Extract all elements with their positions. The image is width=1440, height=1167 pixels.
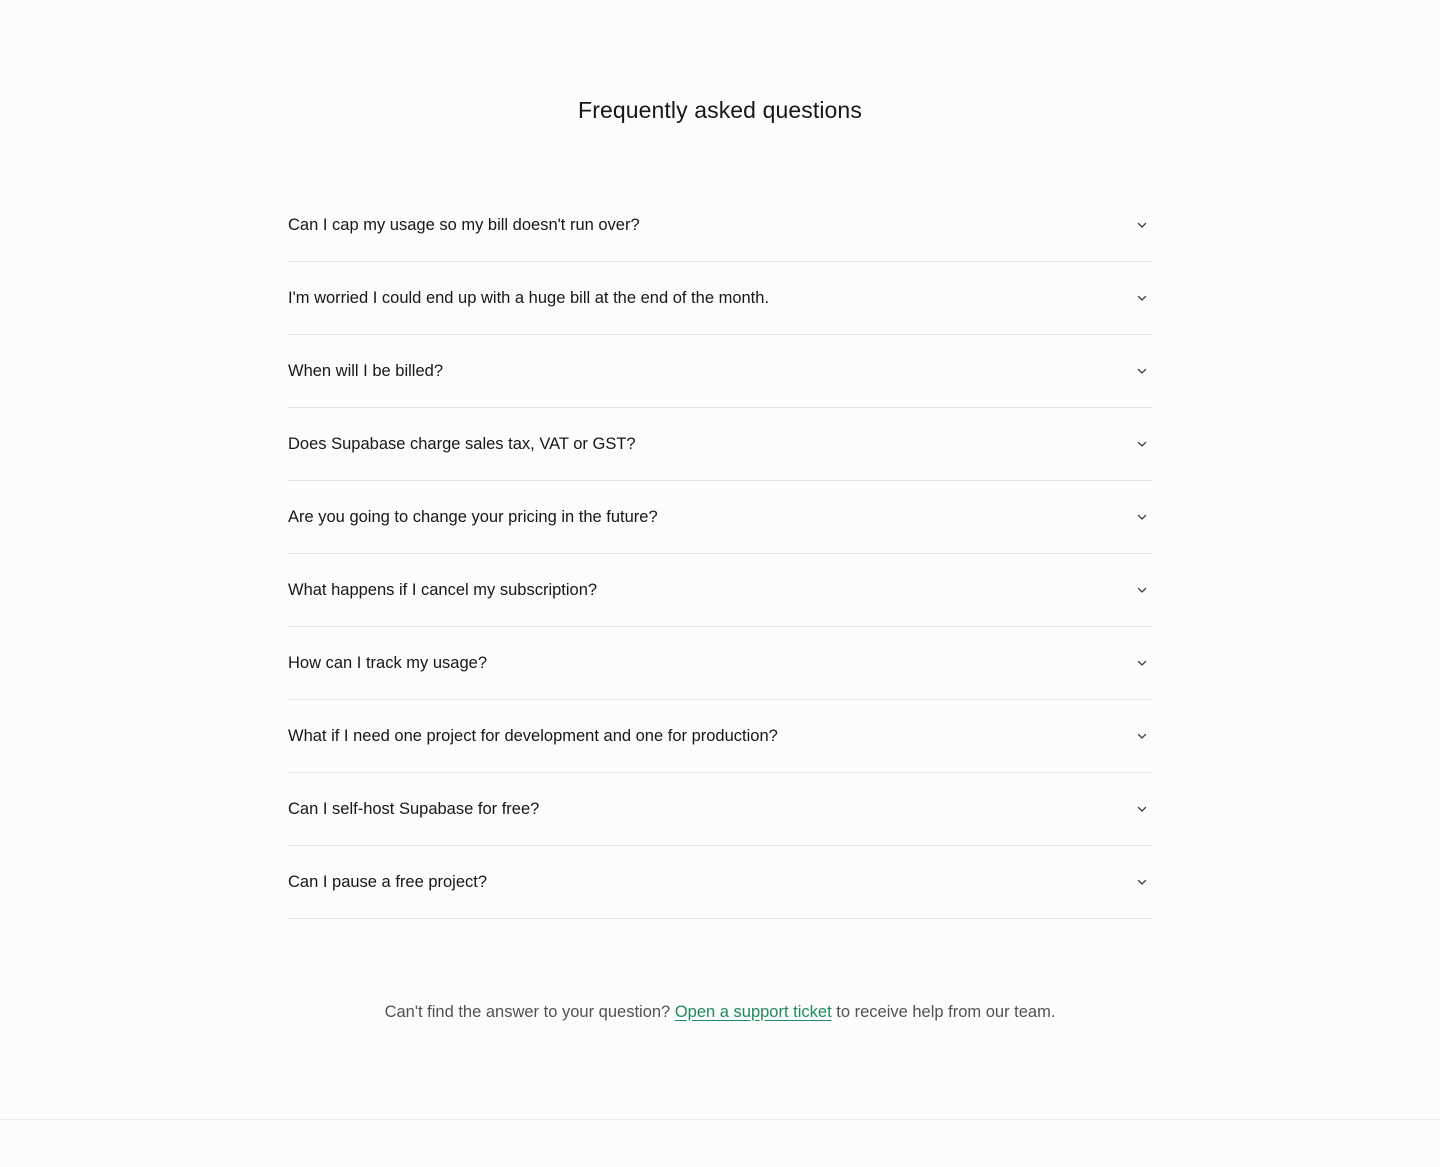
support-ticket-link[interactable]: Open a support ticket (674, 1002, 832, 1021)
faq-item[interactable] (288, 554, 1152, 627)
chevron-down-icon (1134, 728, 1150, 744)
faq-item[interactable] (288, 700, 1152, 773)
support-note-suffix: to receive help from our team. (836, 1002, 1056, 1021)
chevron-down-icon (1134, 655, 1150, 671)
chevron-down-icon (1134, 436, 1150, 452)
faq-item[interactable] (288, 408, 1152, 481)
faq-item[interactable] (288, 189, 1152, 262)
faq-question: When will I be billed? (288, 362, 443, 380)
faq-question: What if I need one project for development and one for production? (288, 727, 778, 745)
faq-question: Can I self-host Supabase for free? (288, 800, 540, 818)
support-note-prefix: Can't find the answer to your question? (384, 1002, 671, 1021)
chevron-down-icon (1134, 582, 1150, 598)
chevron-down-icon (1134, 290, 1150, 306)
faq-item[interactable] (288, 627, 1152, 700)
chevron-down-icon (1134, 509, 1150, 525)
faq-item[interactable] (288, 846, 1152, 919)
chevron-down-icon (1134, 217, 1150, 233)
chevron-down-icon (1134, 363, 1150, 379)
faq-question: Are you going to change your pricing in the future? (288, 508, 658, 526)
faq-accordion (288, 189, 1152, 919)
chevron-down-icon (1134, 874, 1150, 890)
faq-question: Does Supabase charge sales tax, VAT or GST? (288, 435, 636, 453)
faq-title: Frequently asked questions (578, 97, 862, 123)
faq-item[interactable] (288, 481, 1152, 554)
faq-item[interactable] (288, 262, 1152, 335)
section-divider (0, 1119, 1440, 1120)
faq-item[interactable] (288, 335, 1152, 408)
faq-question: Can I cap my usage so my bill doesn't run over? (288, 216, 640, 234)
chevron-down-icon (1134, 801, 1150, 817)
faq-item[interactable] (288, 773, 1152, 846)
faq-question: I'm worried I could end up with a huge bill at the end of the month. (288, 289, 770, 307)
faq-question: How can I track my usage? (288, 654, 487, 672)
faq-question: What happens if I cancel my subscription? (288, 581, 598, 599)
support-note (0, 1001, 1440, 1023)
faq-question: Can I pause a free project? (288, 873, 488, 891)
